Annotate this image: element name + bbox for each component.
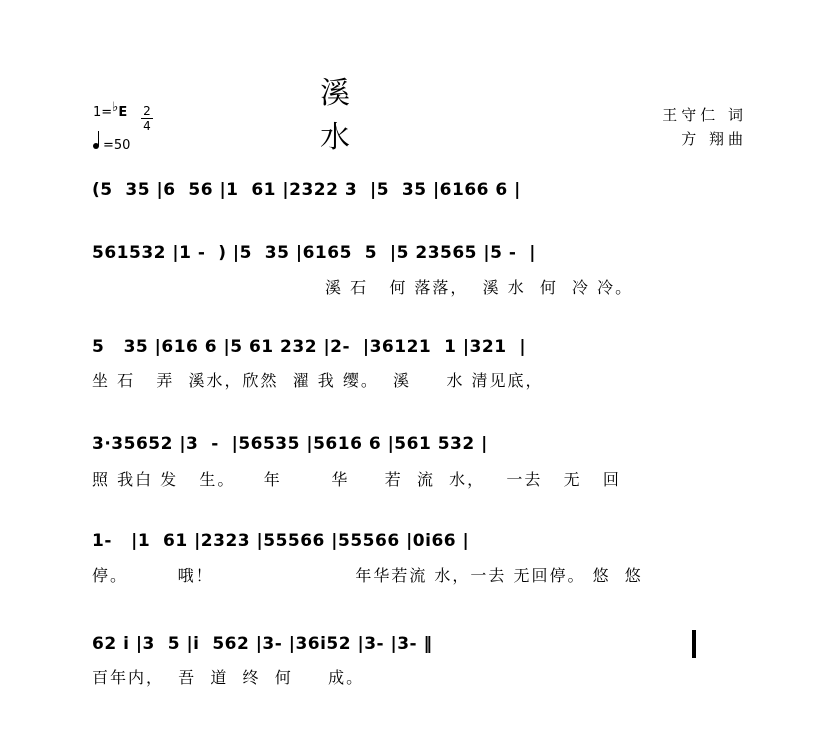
notation-row-1: (5 35 |6 56 |1 61 |2322 3 |5 35 |6166 6 | (92, 180, 521, 200)
key-signature (93, 100, 128, 120)
song-title: 溪 水 (320, 76, 408, 155)
lyrics-row-6: 百年内， 吾 道 终 何 成。 (92, 668, 365, 687)
key-prefix: 1= (93, 105, 113, 120)
time-signature-bottom: 4 (141, 118, 153, 133)
time-signature-top: 2 (143, 104, 151, 118)
tempo-marking (93, 138, 130, 153)
quarter-note-icon (93, 143, 99, 149)
lyricist-credit: 王守仁 词 (662, 106, 747, 124)
notation-row-3: 5 35 |616 6 |5 61 232 |2- |36121 1 |321 | (92, 337, 527, 357)
lyrics-row-2: 溪 石 何 落落， 溪 水 何 冷 冷。 (325, 278, 634, 297)
composer-credit: 方 翔曲 (681, 130, 747, 148)
notation-row-4: 3·35652 |3 - |56535 |5616 6 |561 532 | (92, 434, 488, 454)
lyrics-row-4: 照 我白 发 生。 年 华 若 流 水， 一去 无 回 (92, 470, 621, 489)
lyrics-row-3: 坐 石 弄 溪水，欣然 濯 我 缨。 溪 水 清见底， (92, 371, 544, 390)
flat-icon: ♭ (112, 100, 119, 115)
final-barline (692, 630, 696, 658)
notation-row-2: 561532 |1 - ) |5 35 |6165 5 |5 23565 |5 - | (92, 243, 536, 263)
notation-row-5: 1- |1 61 |2323 |55566 |55566 |0i66 | (92, 531, 470, 551)
notation-row-6: 62 i |3 5 |i 562 |3- |36i52 |3- |3- ‖ (92, 634, 433, 654)
time-signature (141, 104, 153, 133)
key-note: E (118, 105, 128, 120)
lyrics-row-5: 停。 哦！ 年华若流 水，一去 无回停。 悠 悠 (92, 566, 643, 585)
tempo-value: =50 (103, 138, 131, 153)
